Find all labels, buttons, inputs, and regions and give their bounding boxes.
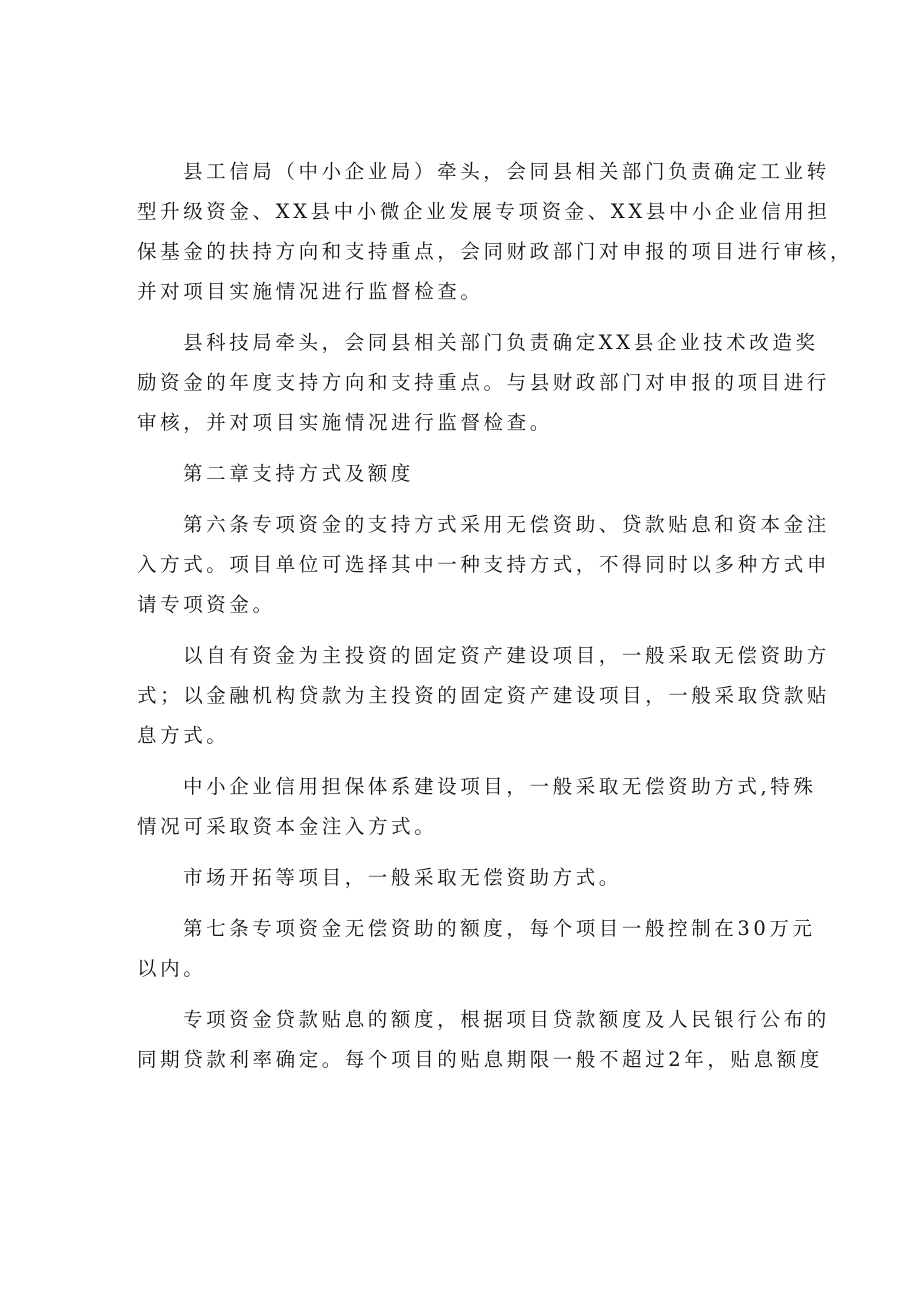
- paragraph-fixed-assets: [137, 636, 831, 756]
- text-line: 保基金的扶持方向和支持重点，会同财政部门对申报的项目进行审核，: [137, 240, 854, 263]
- document-body: [137, 152, 854, 1091]
- text-line: 以内。: [137, 957, 207, 980]
- paragraph-kejiju: [137, 323, 831, 443]
- text-line: 型升级资金、XX县中小微企业发展专项资金、XX县中小企业信用担: [137, 200, 831, 223]
- article-six: [137, 505, 831, 625]
- text-line: 第二章支持方式及额度: [183, 462, 415, 485]
- text-line: 县工信局（中小企业局）牵头，会同县相关部门负责确定工业转: [183, 160, 830, 183]
- text-line: 并对项目实施情况进行监督检查。: [137, 280, 484, 303]
- paragraph-interest-subsidy: [137, 1000, 830, 1080]
- paragraph-market: [137, 858, 787, 898]
- text-line: 审核，并对项目实施情况进行监督检查。: [137, 411, 553, 434]
- text-line: 励资金的年度支持方向和支持重点。与县财政部门对申报的项目进行: [137, 371, 831, 394]
- chapter-heading: [137, 454, 787, 494]
- text-line: 情况可采取资本金注入方式。: [137, 815, 438, 838]
- text-line: 第六条专项资金的支持方式采用无偿资助、贷款贴息和资本金注: [183, 513, 830, 536]
- paragraph-gongxinju: [137, 152, 854, 312]
- text-line: 入方式。项目单位可选择其中一种支持方式，不得同时以多种方式申: [137, 553, 831, 576]
- text-line: 请专项资金。: [137, 593, 276, 616]
- article-seven: [137, 909, 816, 989]
- text-line: 以自有资金为主投资的固定资产建设项目，一般采取无偿资助方: [183, 644, 830, 667]
- text-line: 式；以金融机构贷款为主投资的固定资产建设项目，一般采取贷款贴: [137, 684, 831, 707]
- text-line: 专项资金贷款贴息的额度，根据项目贷款额度及人民银行公布的: [183, 1008, 830, 1031]
- text-line: 县科技局牵头，会同县相关部门负责确定XX县企业技术改造奖: [183, 331, 819, 354]
- text-line: 中小企业信用担保体系建设项目，一般采取无偿资助方式,特殊: [183, 775, 817, 798]
- text-line: 同期贷款利率确定。每个项目的贴息期限一般不超过2年，贴息额度: [137, 1048, 823, 1071]
- text-line: 市场开拓等项目，一般采取无偿资助方式。: [183, 866, 622, 889]
- paragraph-credit-guarantee: [137, 767, 817, 847]
- text-line: 第七条专项资金无偿资助的额度，每个项目一般控制在30万元: [183, 917, 816, 940]
- text-line: 息方式。: [137, 724, 230, 747]
